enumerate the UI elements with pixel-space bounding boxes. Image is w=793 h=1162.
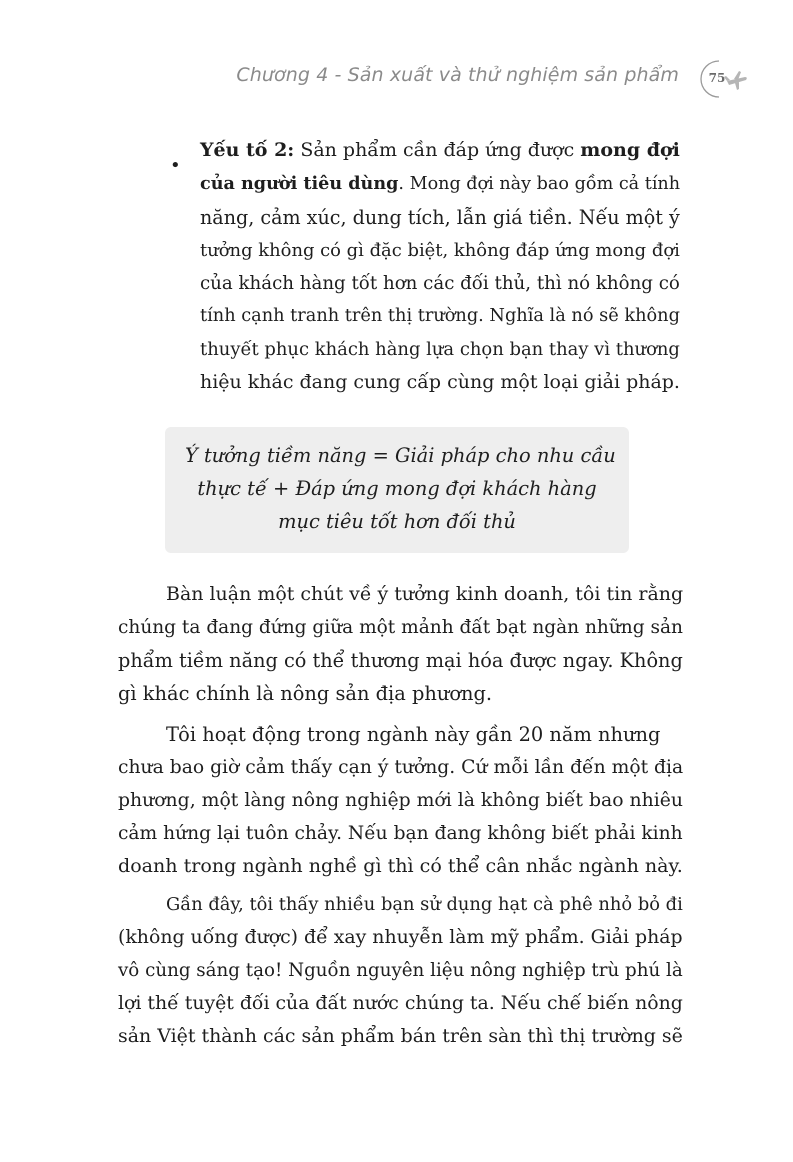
factor-line <box>200 134 680 167</box>
factor-line: tính cạnh tranh trên thị trường. Nghĩa là nó sẽ không <box>200 306 680 326</box>
text-line: chúng ta đang đứng giữa một mảnh đất bạt ngàn những sản <box>118 617 683 638</box>
factor-emphasis: mong đợi <box>580 139 680 161</box>
chapter-header: Chương 4 - Sản xuất và thử nghiệm sản phẩm <box>236 64 679 86</box>
text-line: Tôi hoạt động trong ngành này gần 20 năm nhưng <box>166 723 661 746</box>
quote-line: thực tế + Đáp ứng mong đợi khách hàng <box>197 477 597 500</box>
factor-text: . Mong đợi này bao gồm cả tính <box>398 174 681 194</box>
factor-line: thuyết phục khách hàng lựa chọn bạn thay vì thương <box>200 339 680 360</box>
quote-line: Ý tưởng tiềm năng = Giải pháp cho nhu cầu <box>185 444 616 467</box>
text-line: phương, một làng nông nghiệp mới là không biết bao nhiêu <box>118 790 683 811</box>
text-line: Gần đây, tôi thấy nhiều bạn sử dụng hạt cà phê nhỏ bỏ đi <box>166 894 683 915</box>
text-line: Bàn luận một chút về ý tưởng kinh doanh, tôi tin rằng <box>166 583 684 605</box>
page-number: 75 <box>708 71 726 85</box>
factor-text: Sản phẩm cần đáp ứng được <box>294 139 581 161</box>
text-line: phẩm tiềm năng có thể thương mại hóa được ngay. Không <box>118 649 683 672</box>
quote-line: mục tiêu tốt hơn đối thủ <box>278 510 516 533</box>
text-line: lợi thế tuyệt đối của đất nước chúng ta. Nếu chế biến nông <box>118 992 683 1014</box>
text-line: vô cùng sáng tạo! Nguồn nguyên liệu nông nghiệp trù phú là <box>118 960 683 981</box>
formula-quote-box <box>165 427 629 553</box>
text-line: (không uống được) để xay nhuyễn làm mỹ phẩm. Giải pháp <box>118 926 683 948</box>
bullet-point: • <box>170 155 181 176</box>
factor-line: tưởng không có gì đặc biệt, không đáp ứng mong đợi <box>200 240 680 261</box>
body-paragraph <box>118 888 683 1053</box>
text-line: cảm hứng lại tuôn chảy. Nếu bạn đang không biết phải kinh <box>118 823 683 844</box>
body-paragraph <box>118 578 683 710</box>
factor-line: hiệu khác đang cung cấp cùng một loại giải pháp. <box>200 371 680 393</box>
factor-label: Yếu tố 2: <box>200 139 295 161</box>
factor-2-item <box>200 134 680 399</box>
factor-line: của khách hàng tốt hơn các đối thủ, thì nó không có <box>200 273 680 294</box>
factor-line <box>200 167 680 201</box>
text-line: chưa bao giờ cảm thấy cạn ý tưởng. Cứ mỗi lần đến một địa <box>118 757 684 778</box>
text-line: doanh trong ngành nghề gì thì có thể cân nhắc ngành này. <box>118 855 683 877</box>
body-paragraph <box>118 718 683 883</box>
factor-emphasis: của người tiêu dùng <box>200 173 399 194</box>
text-line: sản Việt thành các sản phẩm bán trên sàn thì thị trường sẽ <box>118 1025 683 1047</box>
text-line: gì khác chính là nông sản địa phương. <box>118 682 493 705</box>
factor-line: năng, cảm xúc, dung tích, lẫn giá tiền. Nếu một ý <box>200 206 680 229</box>
